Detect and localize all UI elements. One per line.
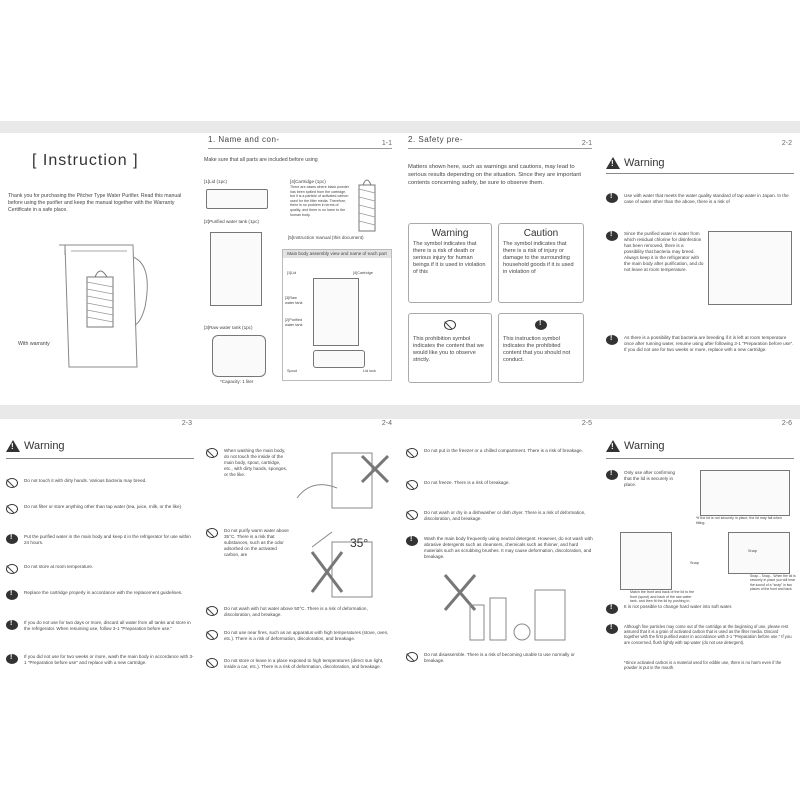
assembly-title: Main body assembly view and name of each part: [283, 250, 391, 258]
page-number: 2-2: [781, 140, 792, 147]
warning-item-text: Do not wash or dry in a dishwasher or dish dryer. There is a risk of deformation, discoloration, and breakage.: [424, 510, 586, 521]
warning-item-text: Do not disassemble. There is a risk of becoming unable to use normally or breakage.: [424, 652, 575, 663]
panel-name-and-contents: [200, 127, 400, 385]
capacity-note: *Capacity: 1 liter: [220, 379, 254, 384]
lid-label: [1]Lid (1pc): [204, 179, 227, 184]
panel-warning-2-5: [400, 418, 600, 676]
warning-item: [606, 470, 680, 488]
panel-warning-2-6: [600, 418, 800, 676]
page-number: 2-6: [781, 420, 792, 427]
instruction-icon: [606, 624, 618, 634]
warning-header: [606, 440, 665, 452]
lid-note: *If the lid is not securely in place, the lid may fall when tilting.: [696, 516, 782, 525]
instruction-icon: [606, 231, 618, 241]
purified-tank-illustration: [210, 232, 262, 306]
warning-title: Warning: [624, 440, 665, 452]
warning-title: Warning: [624, 157, 665, 169]
refrigerator-illustration: [708, 231, 792, 305]
warning-item: [206, 448, 290, 478]
warning-triangle-icon: [6, 440, 20, 452]
warning-item-text: Put the purified water in the main body and keep it in the refrigerator for use within 24 hours.: [24, 534, 191, 545]
prohibition-icon: [206, 528, 218, 538]
detergent-illustration: [440, 570, 570, 650]
section-rule: [208, 148, 392, 149]
warning-item: [406, 652, 594, 664]
page-number: 2-5: [581, 420, 592, 427]
prohibition-icon: [206, 658, 218, 668]
warning-item: [6, 478, 194, 488]
caution-description: The symbol indicates that there is a risk of injury or damage to the surrounding household goods if it is used in violation of: [503, 241, 574, 275]
assembly-cartridge-label: [4]Cartridge: [353, 271, 373, 275]
warning-item: [6, 504, 194, 514]
warning-item: [6, 620, 194, 632]
instruction-symbol-card: [498, 313, 584, 383]
assembly-raw-label: [3]Raw water tank: [285, 296, 303, 305]
warning-item-text: Do not freeze. There is a risk of breakage.: [424, 480, 510, 485]
prohibition-icon: [206, 606, 218, 616]
warning-item: [6, 564, 194, 574]
warning-item: [606, 335, 794, 353]
raw-tank-illustration: [212, 335, 266, 377]
warning-item-text: If you do not use for two days or more, discard all water from all tanks and store in the refrigerator. When resuming use, follow 3-1 "Preparation before use.": [24, 620, 191, 631]
manual-label: [5]Instruction manual (this document): [288, 235, 364, 240]
warning-item-text: If you did not use for two weeks or more, wash the main body in accordance with 3-1 "Preparation before use" and replace with a new cartridge.: [24, 654, 194, 665]
warning-item: [606, 624, 794, 645]
cartridge-note: There are cases where black powder has been spilled from the cartridge, but it is a particle of activated carbon used for the filter media. Therefore, there is no problem in terms of quality, and there is no harm to the human body.: [290, 185, 349, 217]
prohibition-icon: [6, 478, 18, 488]
warning-symbol-card: [408, 223, 492, 303]
assembly-lid-lock: [313, 350, 365, 368]
warning-item-text: Only use after confirming that the lid is securely in place.: [624, 470, 676, 487]
instruction-icon: [6, 620, 18, 630]
warning-item: [406, 448, 594, 458]
warning-heading: Warning: [431, 228, 469, 239]
prohibition-icon: [206, 630, 218, 640]
page-number: 2-1: [581, 140, 592, 147]
washing-illustration: [292, 448, 392, 523]
prohibition-description: This prohibition symbol indicates the content that we would like you to observe strictly.: [413, 336, 484, 363]
prohibition-icon: [406, 652, 418, 662]
panel-warning-2-4: [200, 418, 400, 676]
warning-item-text: Do not use near fires, such as an apparatus with high temperatures (stove, oven, etc.). There is a risk of deformation, discoloration, and breakage.: [224, 630, 389, 641]
assembly-lid-label: [1]Lid: [287, 271, 297, 275]
pitcher-illustration: [55, 237, 155, 372]
instruction-icon: [606, 335, 618, 345]
assembly-pitcher: [313, 278, 359, 346]
warning-item-text: Do not store or leave in a place exposed to high temperatures (direct sun light, inside a car, etc.). There is a risk of deformation, discoloration, and breakage.: [224, 658, 384, 669]
purified-tank-label: [2]Purified water tank (1pc): [204, 219, 259, 224]
cartridge-illustration: [355, 175, 380, 240]
warning-triangle-icon: [606, 157, 620, 169]
prohibition-icon: [6, 504, 18, 514]
caution-symbol-card: [498, 223, 584, 303]
prohibition-symbol-card: [408, 313, 492, 383]
warning-header: [606, 157, 665, 169]
section-title: 2. Safety pre-: [408, 135, 464, 144]
spout-label: Spout: [287, 369, 297, 373]
warning-item: [406, 510, 594, 522]
warning-rule: [606, 458, 794, 459]
warning-item-text: As there is a possibility that bacteria are breeding if it is left at room temperature once after running water, resume using after following 3-1 "Preparation before use". If you did not use for two weeks or more, replace with a new cartridge.: [624, 335, 794, 352]
lid-fit-illustration-right: [728, 532, 790, 574]
panel-warning-2-2: [600, 127, 800, 385]
warning-item-text: Since the purified water is water from which residual chlorine for disinfection has been removed, there is a possibility that bacteria may breed. Always keep it in the refrigerator with the main body after purification, and do not leave at room temperature.: [624, 231, 704, 272]
section-title: 1. Name and con-: [208, 135, 280, 144]
warning-item-text: Do not purify warm water above 35°C. There is a risk that substances, such as the odor adsorbed on the activated carbon, are: [224, 528, 289, 557]
intro-text: Thank you for purchasing the Pitcher Type Water Purifier. Read this manual before using the purifier and keep the manual together with the Warranty Certificate in a safe place.: [8, 193, 182, 213]
warning-rule: [606, 173, 794, 174]
page-title: [ Instruction ]: [32, 152, 139, 169]
warning-item-text: It is not possible to change hard water into soft water.: [624, 604, 733, 609]
warning-item-text: Although fine particles may come out of the cartridge at the beginning of use, please rest assured that it is a grain of activated carbon that is used as the filter media. Discard together with the first purified water in accordance with 3-1 "Preparation before use." If you are concerned, flush lightly with tap water (do not use detergent).: [624, 624, 792, 645]
assembly-view: [282, 249, 392, 381]
cartridge-label: [4]Cartridge (1pc): [290, 179, 326, 184]
instruction-icon: [406, 536, 418, 546]
warning-item-text: Do not store at room temperature.: [24, 564, 94, 569]
instruction-description: This instruction symbol indicates the prohibited content that you should not conduct.: [503, 336, 571, 363]
lid-fit-illustration-left: [620, 532, 672, 590]
instruction-icon: [6, 590, 18, 600]
warm-water-illustration: [292, 522, 392, 607]
warning-item-text: Do not touch it with dirty hands. Various bacteria may breed.: [24, 478, 147, 483]
lid-tilt-illustration: [700, 470, 790, 516]
warning-item: [606, 231, 704, 273]
warning-item: [606, 604, 794, 614]
warning-item: [206, 528, 290, 558]
prohibition-icon: [6, 564, 18, 574]
middle-separator-band: [0, 405, 800, 419]
lid-lock-label: Lid lock: [363, 369, 376, 373]
warning-item: [606, 193, 794, 205]
warning-item-text: Use with water that meets the water quality standard of tap water in Japan. In the case of water other than the above, there is a risk of: [624, 193, 789, 204]
section-rule: [408, 148, 592, 149]
warning-item-text: When washing the main body, do not touch the inside of the main body, spout, cartridge, etc., with dirty hands, sponges, or the like.: [224, 448, 288, 477]
warning-item-text: Wash the main body frequently using neutral detergent. However, do not wash with abrasive detergents such as cleansers, chemicals such as thinner, and hard materials such as scrubbing brushes. It may cause deformation, discoloration, and breakage.: [424, 536, 593, 559]
warning-header: [6, 440, 65, 452]
warning-item-text: Do not put in the freezer or a chilled compartment. There is a risk of breakage.: [424, 448, 583, 453]
page-number: 1-1: [381, 140, 392, 147]
warning-item: [206, 630, 394, 642]
temperature-label: 35°: [350, 536, 369, 550]
instruction-icon: [606, 193, 618, 203]
prohibition-icon: [406, 510, 418, 520]
raw-tank-label: [3]Raw water tank (1pc): [204, 325, 253, 330]
warning-item: [6, 590, 194, 600]
prohibition-icon: [406, 448, 418, 458]
match-note: Match the front and back of the lid to the front (spout) and back of the raw water tank, and then fit the lid by pushing in.: [630, 590, 695, 603]
warning-item: [6, 534, 194, 546]
warning-item: [206, 606, 394, 618]
assembly-purified-label: [2]Purified water tank: [285, 318, 303, 327]
prohibition-icon: [444, 320, 456, 330]
page-number: 2-4: [381, 420, 392, 427]
warning-item-text: Do not filter or store anything other than tap water (tea, juice, milk, or the like): [24, 504, 182, 509]
instruction-icon: [6, 654, 18, 664]
lid-illustration: [206, 189, 268, 209]
warning-item: [206, 658, 394, 670]
lead-text: Make sure that all parts are included before using: [204, 157, 318, 163]
instruction-icon: [535, 320, 547, 330]
instruction-icon: [6, 534, 18, 544]
panel-warning-2-3: [0, 418, 200, 676]
warning-description: The symbol indicates that there is a risk of death or serious injury for human beings if it is used in violation of this: [413, 241, 486, 275]
panel-instruction-cover: [0, 127, 200, 385]
page-number: 2-3: [181, 420, 192, 427]
warning-item: [6, 654, 194, 666]
snap-note: Snap... Snap... When the lid is securely in place you will hear the sound of a "snap" in two places of the front and back: [750, 574, 796, 591]
safety-intro: Matters shown here, such as warnings and cautions, may lead to serious results depending on the situation. Since they are important contents concerning safety, be sure to observe them.: [408, 164, 582, 186]
warning-item-text: Do not wash with hot water above 50°C. There is a risk of deformation, discoloration, and breakage.: [224, 606, 368, 617]
snap-label-left: Snap: [690, 561, 699, 565]
instruction-icon: [606, 604, 618, 614]
warning-triangle-icon: [606, 440, 620, 452]
warning-item-text: Replace the cartridge properly in accordance with the replacement guidelines.: [24, 590, 183, 595]
snap-label-right: Snap: [748, 549, 757, 553]
instruction-icon: [606, 470, 618, 480]
panel-safety-precautions: [400, 127, 600, 385]
prohibition-icon: [206, 448, 218, 458]
activated-carbon-note: *Since activated carbon is a material used for edible use, there is no harm even if the powder is put in the mouth.: [624, 660, 782, 671]
warning-rule: [6, 458, 194, 459]
caution-heading: Caution: [523, 228, 559, 239]
warning-title: Warning: [24, 440, 65, 452]
prohibition-icon: [406, 480, 418, 490]
warning-item: [406, 536, 594, 560]
warning-item: [406, 480, 594, 490]
warranty-label: With warranty: [18, 341, 50, 347]
